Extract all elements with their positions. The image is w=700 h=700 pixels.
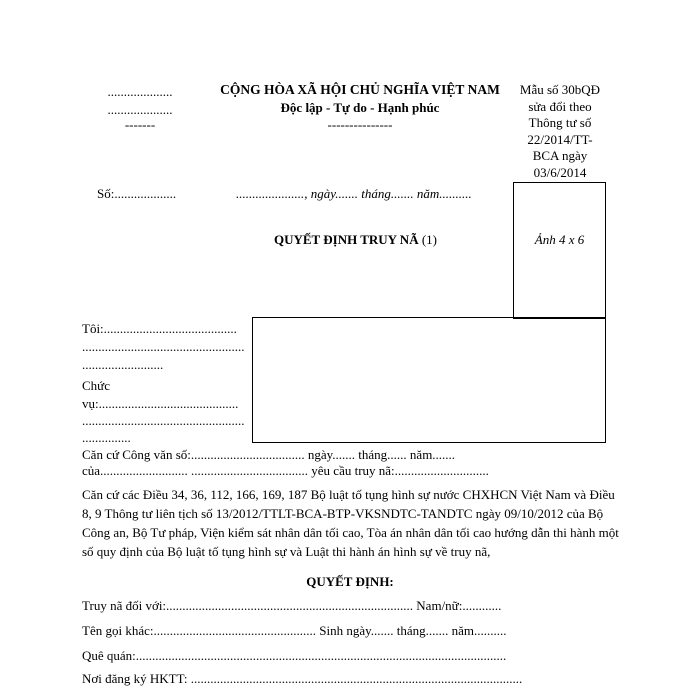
issuer-name-cont: .................................................. (82, 339, 245, 354)
official-letter-basis: Căn cứ Công văn số:................................... ngày....... tháng...... năm....... (82, 447, 456, 462)
motto: Độc lập - Tự do - Hạnh phúc (280, 100, 440, 115)
title-text: QUYẾT ĐỊNH TRUY NÃ (274, 232, 419, 247)
photo-box (513, 182, 606, 319)
form-code-line: 22/2014/TT- (527, 131, 593, 147)
agency-rule: ------- (124, 117, 156, 132)
legal-basis: Căn cứ các Điều 34, 36, 112, 166, 169, 187 Bộ luật tố tụng hình sự nước CHXHCN Việt Nam và Điều 8, 9 Thông tư liên tịch số 13/2012/TTLT-BCA-BTP-VKSNDTC-TANDTC ngày 09/10/2012 của Bộ Công an, Bộ Tư pháp, Viện kiểm sát nhân dân tối cao, Tòa án nhân dân tối cao hướng dẫn thi hành một số quy định của Bộ luật tố tụng hình sự và Luật thi hành án hình sự về truy nã, (82, 487, 619, 559)
form-code-line: BCA ngày (532, 148, 588, 163)
requesting-agency: của........................... .................................... yêu cầu truy nã:............................. (82, 463, 489, 478)
motto-rule: --------------- (327, 117, 393, 132)
form-code-line: 03/6/2014 (533, 164, 587, 180)
hometown-field: Quê quán:.................................................................................................................. (82, 648, 507, 663)
agency-line-1: .................... (107, 84, 173, 99)
description-box (252, 317, 606, 443)
agency-line-2: .................... (107, 102, 173, 117)
position-cont: ............... (82, 430, 131, 445)
position-cont: .................................................. (82, 413, 245, 428)
country-name: CỘNG HÒA XÃ HỘI CHỦ NGHĨA VIỆT NAM (220, 82, 500, 97)
alias-field: Tên gọi khác:.................................................. Sinh ngày....... tháng....... năm.......... (82, 623, 507, 638)
position-label: Chức (82, 378, 110, 393)
form-code-line: Thông tư số (528, 115, 592, 130)
form-code (510, 82, 610, 181)
place-date-line: ....................., ngày....... tháng....... năm.......... (236, 186, 472, 201)
title-footnote: (1) (421, 232, 438, 247)
wanted-person-field: Truy nã đối với:............................................................................ Nam/nữ:............ (82, 598, 502, 613)
issuer-name-cont: ......................... (82, 357, 164, 372)
photo-label: Ảnh 4 x 6 (534, 232, 585, 247)
registered-residence-field: Nơi đăng ký HKTT: ...................................................................................................... (82, 671, 523, 686)
form-code-line: Mẫu số 30bQĐ (519, 82, 601, 97)
position-field: vụ:........................................... (82, 396, 239, 411)
issuer-name: Tôi:......................................... (82, 321, 237, 336)
document-title (274, 232, 437, 248)
decision-heading: QUYẾT ĐỊNH: (306, 574, 394, 589)
form-code-line: sửa đổi theo (528, 98, 592, 114)
document-number: Số:................... (97, 186, 177, 201)
